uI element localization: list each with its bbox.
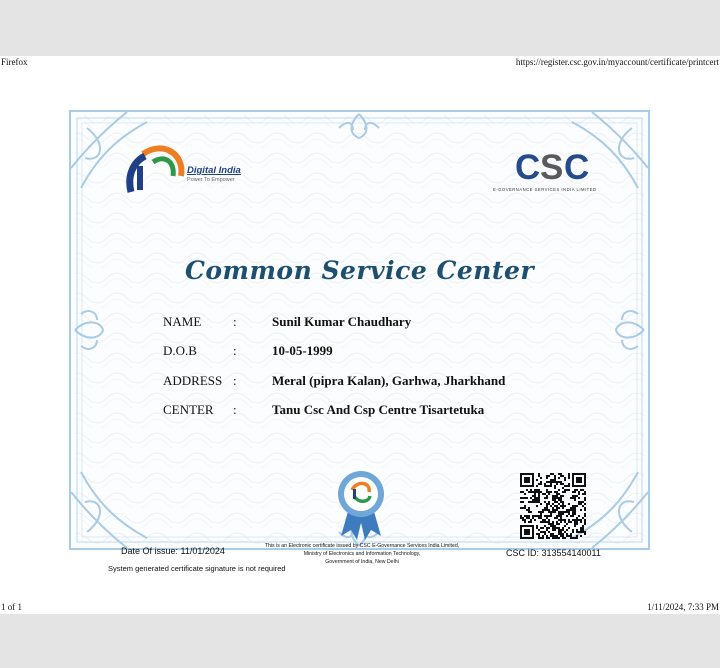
date-of-issue: Date Of issue: 11/01/2024 bbox=[121, 546, 225, 556]
rosette-badge-icon bbox=[335, 470, 387, 542]
field-colon: : bbox=[233, 343, 237, 358]
field-label: NAME bbox=[163, 314, 202, 329]
field-colon: : bbox=[233, 314, 237, 329]
field-label: CENTER bbox=[163, 402, 214, 417]
print-header-app: Firefox bbox=[1, 57, 28, 67]
system-generated-note: System generated certificate signature is not required bbox=[108, 564, 286, 573]
csc-letter-c1: C bbox=[515, 148, 541, 187]
digital-india-title: Digital India bbox=[187, 165, 241, 176]
electronic-certificate-note bbox=[237, 542, 487, 566]
digital-india-tagline: Power To Empower bbox=[187, 177, 235, 183]
print-footer-page: 1 of 1 bbox=[1, 602, 22, 612]
field-value: Meral (pipra Kalan), Garhwa, Jharkhand bbox=[272, 373, 506, 388]
qr-code bbox=[520, 473, 586, 539]
field-colon: : bbox=[233, 373, 237, 388]
certificate bbox=[67, 108, 652, 573]
electronic-note-line: Ministry of Electronics and Information Technology, bbox=[303, 551, 421, 557]
csc-tagline: E-GOVERNANCE SERVICES INDIA LIMITED bbox=[493, 187, 597, 192]
csc-id: CSC ID: 313554140011 bbox=[506, 548, 601, 558]
electronic-note-line: This is an Electronic certificate issued by CSC E-Governance Services India Limited, bbox=[264, 543, 460, 549]
csc-letter-s: S bbox=[540, 148, 564, 187]
field-value: Sunil Kumar Chaudhary bbox=[272, 314, 412, 329]
certificate-title: Common Service Center bbox=[184, 256, 535, 285]
print-footer-datetime: 1/11/2024, 7:33 PM bbox=[647, 602, 719, 612]
print-header-url: https://register.csc.gov.in/myaccount/certificate/printcert bbox=[515, 57, 719, 67]
field-colon: : bbox=[233, 402, 237, 417]
pdf-page bbox=[0, 56, 720, 614]
field-value: 10-05-1999 bbox=[272, 343, 333, 358]
csc-letter-c2: C bbox=[564, 148, 590, 187]
field-label: ADDRESS bbox=[163, 373, 223, 388]
electronic-note-line: Government of India, New Delhi bbox=[325, 559, 399, 565]
field-label: D.O.B bbox=[163, 343, 197, 358]
field-value: Tanu Csc And Csp Centre Tisartetuka bbox=[272, 402, 485, 417]
